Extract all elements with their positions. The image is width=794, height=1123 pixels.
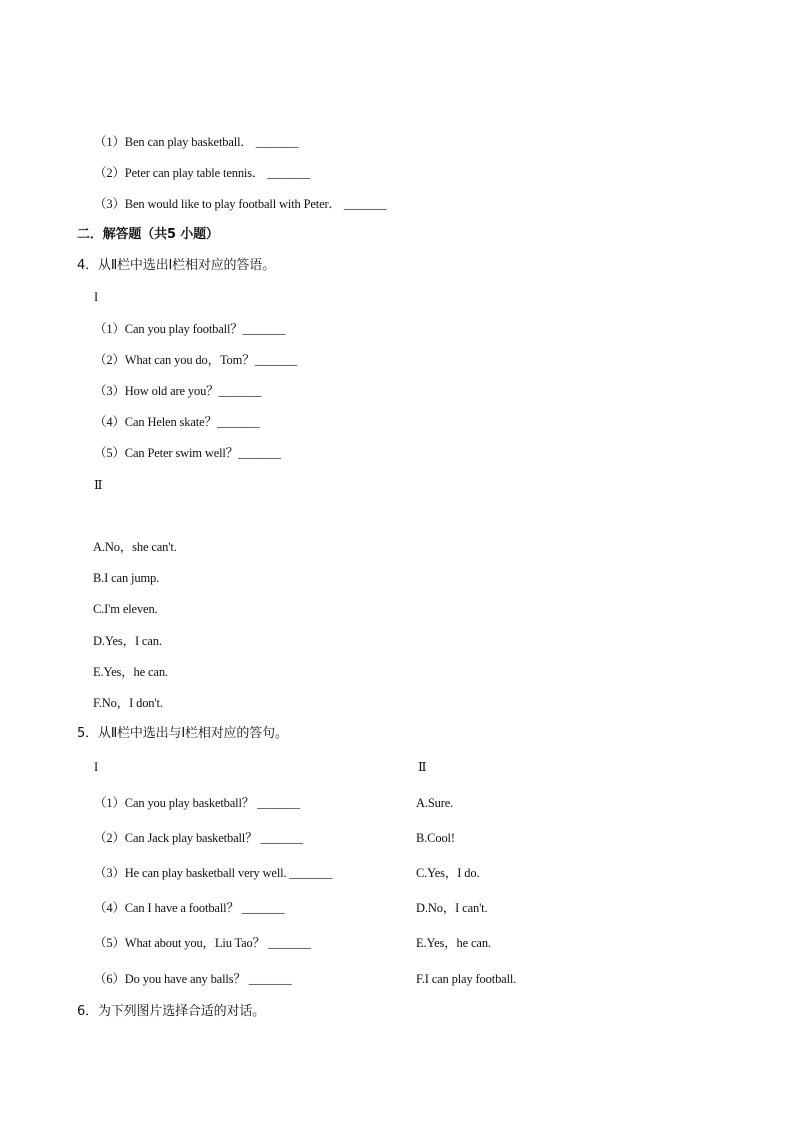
q4-question-2: （2）What can you do，Tom？_______ bbox=[94, 353, 298, 367]
section1-item-1: （1）Ben can play basketball． _______ bbox=[94, 135, 299, 149]
q4-answer-b: B.I can jump. bbox=[93, 571, 160, 585]
q5-question-1: （1）Can you play basketball？ _______ bbox=[94, 796, 300, 810]
q5-answer-c: C.Yes，I do. bbox=[416, 866, 480, 880]
q5-answer-f: F.I can play football. bbox=[416, 972, 517, 986]
q4-col1-label: I bbox=[94, 290, 99, 304]
q5-question-6: （6）Do you have any balls？ _______ bbox=[94, 972, 292, 986]
q5-answer-e: E.Yes，he can. bbox=[416, 936, 491, 950]
q4-answer-c: C.I'm eleven. bbox=[93, 602, 158, 616]
q4-answer-a: A.No，she can't. bbox=[93, 540, 177, 554]
q5-answer-b: B.Cool! bbox=[416, 831, 455, 845]
section-heading: 二．解答题（共5 小题） bbox=[77, 227, 219, 242]
q5-question-2: （2）Can Jack play basketball？ _______ bbox=[94, 831, 304, 845]
q4-answer-d: D.Yes，I can. bbox=[93, 634, 162, 648]
q5-answer-d: D.No，I can't. bbox=[416, 901, 488, 915]
q4-question-5: （5）Can Peter swim well？_______ bbox=[94, 446, 281, 460]
q5-question-5: （5）What about you，Liu Tao？ _______ bbox=[94, 936, 311, 950]
q6-title: 6．为下列图片选择合适的对话。 bbox=[77, 1004, 266, 1019]
q4-answer-e: E.Yes，he can. bbox=[93, 665, 168, 679]
q5-answer-a: A.Sure. bbox=[416, 796, 454, 810]
section1-item-3: （3）Ben would like to play football with Peter． _______ bbox=[94, 197, 387, 211]
q4-answer-f: F.No，I don't. bbox=[93, 696, 163, 710]
q5-question-3: （3）He can play basketball very well. _______ bbox=[94, 866, 333, 880]
q4-question-1: （1）Can you play football？_______ bbox=[94, 322, 286, 336]
q5-col2-label: Ⅱ bbox=[418, 760, 427, 774]
q4-title: 4．从Ⅱ栏中选出Ⅰ栏相对应的答语。 bbox=[77, 258, 275, 273]
q5-col1-label: I bbox=[94, 760, 99, 774]
q4-question-4: （4）Can Helen skate？_______ bbox=[94, 415, 260, 429]
q5-question-4: （4）Can I have a football？ _______ bbox=[94, 901, 285, 915]
q4-question-3: （3）How old are you？_______ bbox=[94, 384, 262, 398]
q4-col2-label: Ⅱ bbox=[94, 478, 103, 492]
q5-title: 5．从Ⅱ栏中选出与Ⅰ栏相对应的答句。 bbox=[77, 726, 288, 741]
section1-item-2: （2）Peter can play table tennis． _______ bbox=[94, 166, 310, 180]
